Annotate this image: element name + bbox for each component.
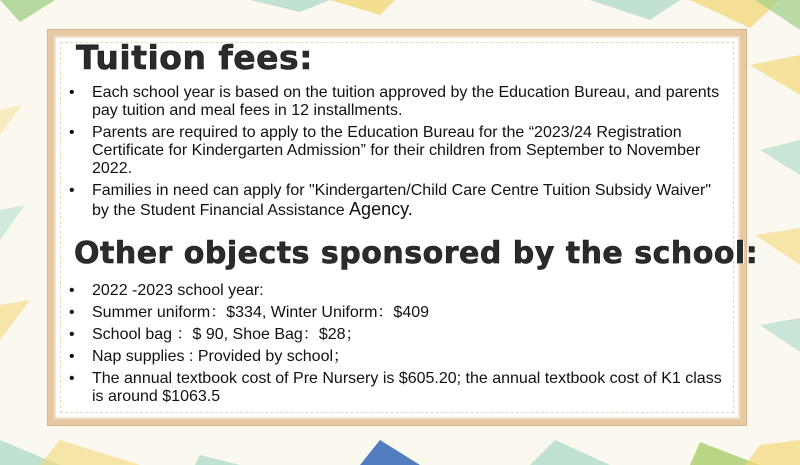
list-item: • Nap supplies : Provided by school； [68, 348, 728, 366]
list-item: • School bag ：$ 90, Shoe Bag：$28； [68, 326, 728, 344]
sponsored-objects-heading: Other objects sponsored by the school: [74, 236, 759, 271]
list-item: • 2022 -2023 school year: [68, 282, 728, 300]
tuition-fees-heading: Tuition fees: [76, 38, 313, 77]
list-item: • Parents are required to apply to the Education Bureau for the “2023/24 Registration Certificate for Kindergarten Admission” for their children from September to November 2022. [68, 124, 728, 178]
list-item-text: Families in need can apply for "Kindergarten/Child Care Centre Tuition Subsidy Waiver" by the Student Financial Assistance [92, 182, 712, 219]
list-item: • Summer uniform：$334, Winter Uniform：$409 [68, 304, 728, 322]
sponsored-objects-list [68, 282, 728, 410]
list-item [68, 182, 728, 220]
tuition-fees-list [68, 84, 728, 224]
list-item-tail: Agency. [349, 199, 413, 219]
list-item: • Each school year is based on the tuition approved by the Education Bureau, and parents pay tuition and meal fees in 12 installments. [68, 84, 728, 120]
list-item: • The annual textbook cost of Pre Nursery is $605.20; the annual textbook cost of K1 class is around $1063.5 [68, 370, 728, 406]
